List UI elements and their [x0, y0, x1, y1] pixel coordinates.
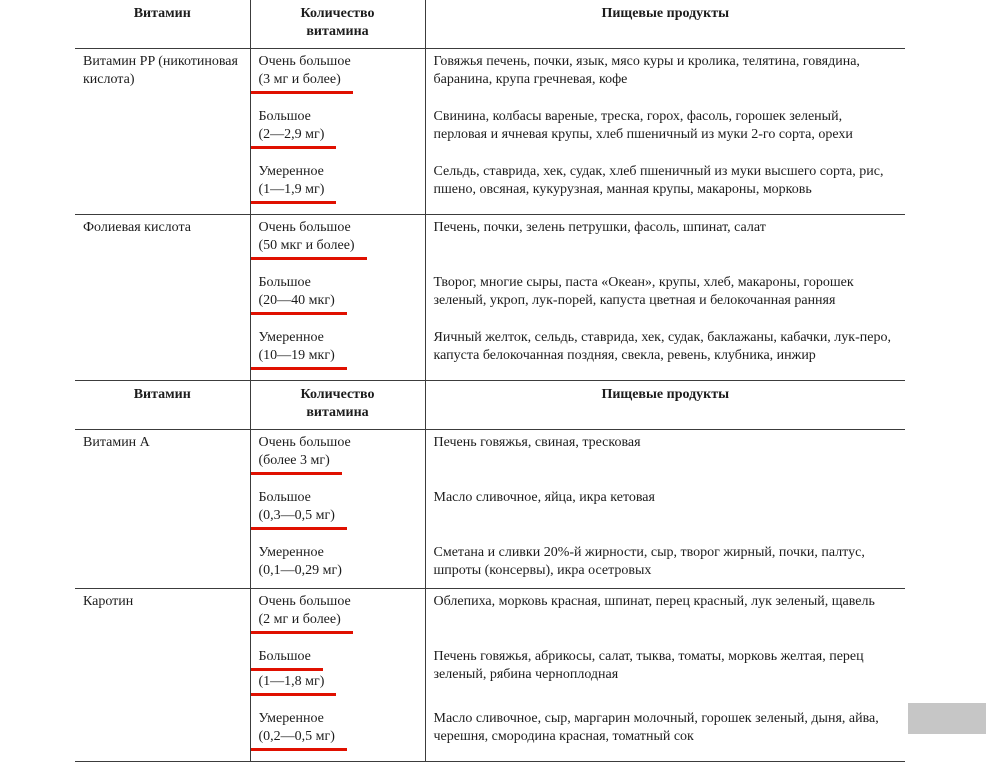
amount-value: (2 мг и более) — [251, 611, 353, 634]
amount-level: Большое — [251, 648, 323, 671]
amount-value: (0,3—0,5 мг) — [251, 507, 347, 530]
amount-value: (20—40 мкг) — [251, 292, 347, 315]
vitamin-name: Фолиевая кислота — [83, 220, 191, 235]
products-cell: Масло сливочное, сыр, маргарин молочный, горошек зеленый, дыня, айва, черешня, смородина красная, томатный сок — [433, 711, 879, 744]
vitamin-name-cell — [75, 589, 250, 762]
amount-level: Очень большое — [258, 220, 351, 235]
products-cell: Печень говяжья, свиная, тресковая — [433, 435, 641, 450]
amount-value: (0,1—0,29 мг) — [258, 563, 342, 578]
vitamin-name-cell — [75, 430, 250, 589]
col-header-vitamin: Витамин — [75, 381, 250, 430]
amount-value: (1—1,8 мг) — [251, 673, 337, 696]
vitamin-table-2 — [75, 381, 905, 762]
col-header-amount-label: Количество витамина — [300, 6, 375, 39]
amount-cell — [250, 159, 425, 215]
amount-value: (0,2—0,5 мг) — [251, 728, 347, 751]
header-row — [75, 0, 905, 49]
col-header-products: Пищевые продукты — [425, 0, 905, 49]
table-row — [75, 589, 905, 645]
table-row — [75, 430, 905, 486]
col-header-amount-label: Количество витамина — [300, 387, 375, 420]
vitamin-table-1 — [75, 0, 905, 381]
amount-level: Большое — [258, 490, 311, 505]
table-row — [75, 215, 905, 271]
vitamin-name-cell — [75, 215, 250, 381]
table-row — [75, 49, 905, 105]
amount-cell — [250, 540, 425, 589]
col-header-vitamin: Витамин — [75, 0, 250, 49]
products-cell: Сметана и сливки 20%-й жирности, сыр, творог жирный, почки, палтус, шпроты (консервы), икра осетровых — [433, 545, 865, 578]
products-cell: Облепиха, морковь красная, шпинат, перец красный, лук зеленый, щавель — [425, 589, 905, 645]
products-cell: Масло сливочное, яйца, икра кетовая — [433, 490, 655, 505]
amount-level: Большое — [258, 275, 311, 290]
outside-page-corner — [908, 703, 986, 734]
amount-cell — [250, 644, 425, 706]
amount-value: (3 мг и более) — [251, 71, 353, 94]
products-cell: Свинина, колбасы вареные, треска, горох, фасоль, горошек зеленый, перловая и ячневая крупы, хлеб пшеничный из муки 2-го сорта, орехи — [433, 109, 853, 142]
col-header-amount — [250, 381, 425, 430]
amount-cell — [250, 325, 425, 381]
amount-level: Очень большое — [258, 54, 351, 69]
amount-level: Умеренное — [258, 545, 324, 560]
amount-value: (10—19 мкг) — [251, 347, 347, 370]
amount-value: (более 3 мг) — [251, 452, 342, 475]
amount-level: Очень большое — [258, 435, 351, 450]
amount-cell — [250, 430, 425, 486]
amount-level: Умеренное — [258, 164, 324, 179]
products-cell: Творог, многие сыры, паста «Океан», крупы, хлеб, макароны, горошек зеленый, укроп, лук-порей, капуста цветная и белокочанная ранняя — [433, 275, 854, 308]
amount-value: (2—2,9 мг) — [251, 126, 337, 149]
vitamin-name: Витамин А — [83, 435, 150, 450]
amount-cell — [250, 589, 425, 645]
amount-cell — [250, 49, 425, 105]
col-header-products: Пищевые продукты — [425, 381, 905, 430]
vitamin-name: Каротин — [83, 594, 134, 609]
amount-level: Умеренное — [258, 711, 324, 726]
amount-cell — [250, 104, 425, 159]
products-cell: Яичный желток, сельдь, ставрида, хек, судак, баклажаны, кабачки, лук-перо, капуста белокочанная поздняя, свекла, ревень, клубника, инжир — [433, 330, 891, 363]
vitamin-name-cell — [75, 49, 250, 215]
amount-level: Большое — [258, 109, 311, 124]
amount-level: Очень большое — [258, 594, 351, 609]
vitamin-name: Витамин PP (никотиновая кислота) — [83, 54, 238, 87]
col-header-amount — [250, 0, 425, 49]
amount-cell — [250, 215, 425, 271]
amount-value: (1—1,9 мг) — [251, 181, 337, 204]
products-cell: Печень, почки, зелень петрушки, фасоль, шпинат, салат — [425, 215, 905, 271]
amount-level: Умеренное — [258, 330, 324, 345]
products-cell: Печень говяжья, абрикосы, салат, тыква, томаты, морковь желтая, перец зеленый, рябина черноплодная — [433, 649, 864, 682]
amount-value: (50 мкг и более) — [251, 237, 367, 260]
header-row — [75, 381, 905, 430]
products-cell: Сельдь, ставрида, хек, судак, хлеб пшеничный из муки высшего сорта, рис, пшено, овсяная, кукурузная, манная крупы, макароны, морковь — [433, 164, 884, 197]
amount-cell — [250, 270, 425, 325]
amount-cell — [250, 485, 425, 540]
products-cell: Говяжья печень, почки, язык, мясо куры и кролика, телятина, говядина, баранина, крупа гречневая, кофе — [433, 54, 860, 87]
